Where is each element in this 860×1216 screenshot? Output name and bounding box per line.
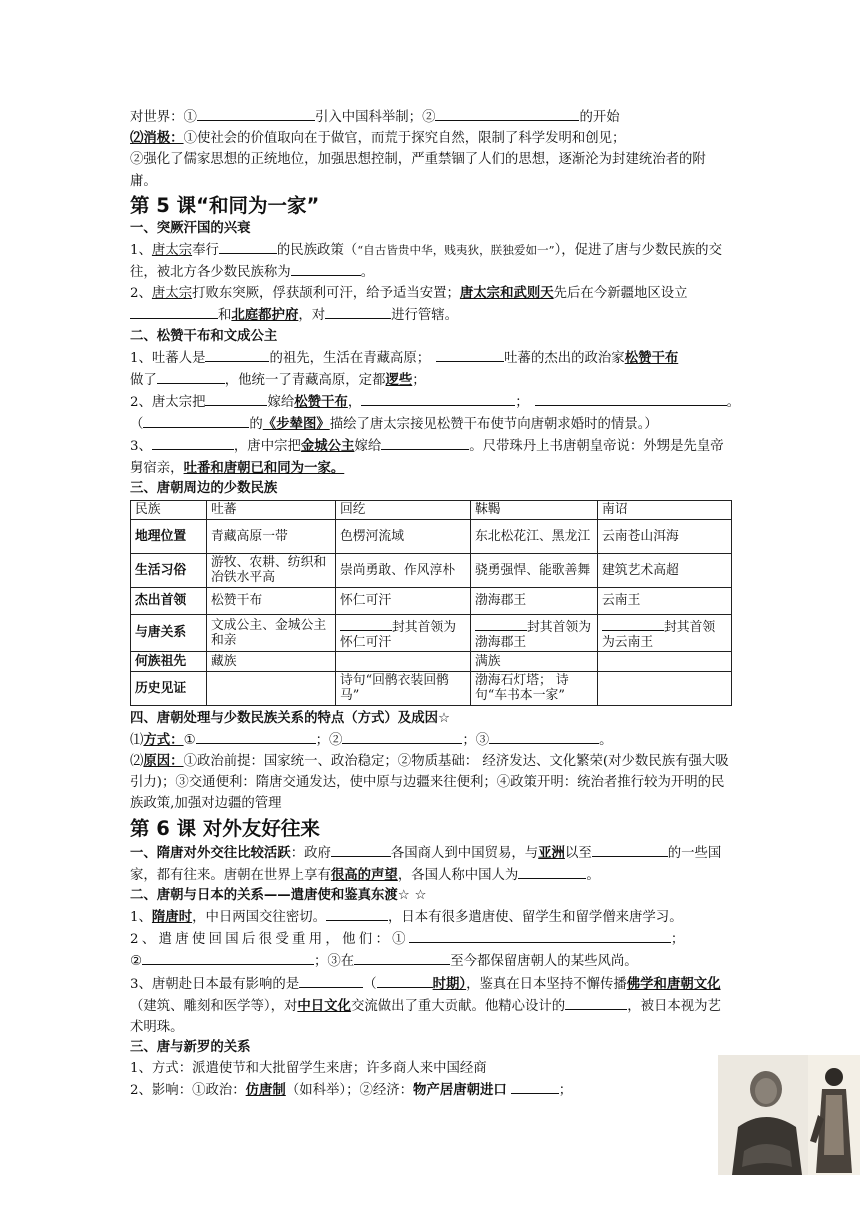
method-line: ⑴方式：① ；② ；③ 。 <box>130 729 730 751</box>
table-cell <box>598 651 732 671</box>
table-row <box>131 519 732 553</box>
table-cell: 骁勇强悍、能歌善舞 <box>471 553 598 587</box>
answer-blank[interactable] <box>325 304 391 319</box>
row-label: 何族祖先 <box>131 651 207 671</box>
keyword: 方式： <box>143 731 184 748</box>
answer-blank[interactable] <box>331 842 391 857</box>
paragraph-japan-1: 1、隋唐时，中日两国交往密切。 ，日本有很多遣唐使、留学生和留学僧来唐学习。 <box>130 906 730 928</box>
paragraph-foreign-relations: 一、隋唐对外交往比较活跃：政府 各国商人到中国贸易，与亚洲以至 的一些国家，都有往来。唐朝在世界上享有很高的声望，各国人称中国人为 。 <box>130 842 730 886</box>
negative-label: ⑵消极： <box>130 130 184 147</box>
paragraph-japan-2b: ② ；③在 至今都保留唐朝人的某些风尚。 <box>130 950 730 972</box>
answer-blank[interactable] <box>326 906 388 921</box>
negative-line <box>130 128 730 149</box>
table-cell: 封其首领为怀仁可汗 <box>336 614 471 651</box>
answer-blank[interactable] <box>342 729 462 744</box>
answer-blank[interactable] <box>130 304 218 319</box>
table-header: 回纥 <box>336 500 471 519</box>
document-page <box>130 106 740 1102</box>
answer-blank[interactable] <box>205 391 267 406</box>
row-label: 与唐关系 <box>131 614 207 651</box>
table-cell: 云南王 <box>598 587 732 614</box>
keyword: 逻些 <box>385 371 413 388</box>
paragraph-jianzhen: 3、唐朝赴日本最有影响的是 （ 时期），鉴真在日本坚持不懈传播佛学和唐朝文化（建筑、雕刻和医学等），对中日文化交流做出了重大贡献。他精心设计的 ，被日本视为艺术明珠。 <box>130 973 730 1039</box>
answer-blank[interactable] <box>377 973 433 988</box>
section-heading: 四、唐朝处理与少数民族关系的特点（方式）及成因☆ <box>130 710 450 726</box>
answer-blank[interactable] <box>435 106 579 121</box>
keyword: 《步辇图》 <box>262 416 330 433</box>
jianzhen-photo <box>718 1055 860 1175</box>
table-cell: 游牧、农耕、纺织和冶铁水平高 <box>207 553 336 587</box>
answer-blank[interactable] <box>143 413 249 428</box>
keyword: 很高的声望 <box>330 866 398 883</box>
table-cell <box>598 671 732 705</box>
lesson-5-title: 第 5 课“和同为一家” <box>130 193 320 217</box>
row-label: 生活习俗 <box>131 553 207 587</box>
table-cell <box>336 651 471 671</box>
photo-illustration <box>718 1055 860 1175</box>
section-heading: 三、唐与新罗的关系 <box>130 1040 251 1056</box>
answer-blank[interactable] <box>354 950 450 965</box>
table-cell: 封其首领为云南王 <box>598 614 732 651</box>
table-row <box>131 651 732 671</box>
table-cell: 色楞河流域 <box>336 519 471 553</box>
answer-blank[interactable] <box>489 729 599 744</box>
answer-blank[interactable] <box>197 106 315 121</box>
paragraph-marriage: 2、唐太宗把 嫁给松赞干布， ； 。 <box>130 391 730 413</box>
paragraph-painting: （ 的《步辇图》描绘了唐太宗接见松赞干布使节向唐朝求婚时的情景。） <box>130 413 730 435</box>
row-label: 地理位置 <box>131 519 207 553</box>
table-cell: 满族 <box>471 651 598 671</box>
answer-blank[interactable] <box>196 729 316 744</box>
row-label: 历史见证 <box>131 671 207 705</box>
keyword: 佛学和唐朝文化 <box>626 975 721 992</box>
table-cell: 渤海郡王 <box>471 587 598 614</box>
answer-blank[interactable] <box>518 864 586 879</box>
answer-blank[interactable] <box>299 973 363 988</box>
table-cell: 怀仁可汗 <box>336 587 471 614</box>
keyword: 物产居唐朝进口 <box>413 1082 507 1099</box>
table-cell: 诗句“回鹘衣装回鹘马” <box>336 671 471 705</box>
text: ①使社会的价值取向在于做官，而荒于探究自然，限制了科学发明和创见； <box>183 131 626 147</box>
text: 引入中国科举制；② <box>314 110 436 125</box>
paragraph-silla-1: 1、方式：派遣使节和大批留学生来唐；许多商人来中国经商 <box>130 1061 487 1077</box>
answer-blank[interactable] <box>436 347 504 362</box>
table-cell: 云南苍山洱海 <box>598 519 732 553</box>
paragraph-silla-2: 2、影响：①政治：仿唐制（如科举）；②经济：物产居唐朝进口 ； <box>130 1079 730 1101</box>
keyword: 仿唐制 <box>245 1082 286 1099</box>
table-header: 吐蕃 <box>207 500 336 519</box>
keyword: 吐番和唐朝已和同为一家。 <box>183 459 345 476</box>
answer-blank[interactable] <box>535 391 727 406</box>
answer-blank[interactable] <box>381 435 469 450</box>
answer-blank[interactable] <box>475 616 527 631</box>
paragraph-tubo: 1、吐蕃人是 的祖先，生活在青藏高原； 吐蕃的杰出的政治家松赞干布 <box>130 347 730 369</box>
lesson-6-title: 第 6 课 对外友好往来 <box>130 816 320 840</box>
keyword: 唐太宗和武则天 <box>459 285 554 302</box>
keyword: 原因： <box>143 753 184 770</box>
table-cell: 文成公主、金城公主和亲 <box>207 614 336 651</box>
section-heading: 三、唐朝周边的少数民族 <box>130 480 278 496</box>
answer-blank[interactable] <box>219 239 277 254</box>
keyword: 时期） <box>432 975 467 992</box>
keyword: 松赞干布 <box>294 394 348 411</box>
table-cell: 建筑艺术高超 <box>598 553 732 587</box>
table-cell: 东北松花江、黑龙江 <box>471 519 598 553</box>
table-row <box>131 553 732 587</box>
answer-blank[interactable] <box>152 435 234 450</box>
paragraph-jincheng: 3、 ，唐中宗把金城公主嫁给 。尺带珠丹上书唐朝皇帝说：外甥是先皇帝舅宿亲，吐番和唐朝已和同为一家。 <box>130 435 730 478</box>
keyword: 亚洲 <box>538 844 565 861</box>
keyword: 唐太宗 <box>151 242 193 258</box>
keyword: 唐太宗 <box>151 286 193 302</box>
keyword: 松赞干布 <box>624 349 679 366</box>
section-heading: 二、唐朝与日本的关系——遣唐使和鉴真东渡☆ ☆ <box>130 888 427 904</box>
table-header-row <box>131 500 732 519</box>
paragraph-tubo-2: 做了 ，他统一了青藏高原，定都逻些； <box>130 369 730 391</box>
table-cell: 渤海石灯塔； 诗句“车书本一家” <box>471 671 598 705</box>
section-heading: 一、突厥汗国的兴衰 <box>130 220 251 236</box>
table-row <box>131 587 732 614</box>
negative-line-2: ②强化了儒家思想的正统地位，加强思想控制，严重禁锢了人们的思想，逐渐沦为封建统治者的附庸。 <box>130 152 706 189</box>
paragraph-japan-2: 2、遣唐使回国后很受重用，他们：① ； <box>130 928 730 950</box>
answer-blank[interactable] <box>205 347 269 362</box>
answer-blank[interactable] <box>157 369 225 384</box>
answer-blank[interactable] <box>592 842 668 857</box>
table-row <box>131 614 732 651</box>
table-cell: 崇尚勇敢、作风淳朴 <box>336 553 471 587</box>
table-header: 南诏 <box>598 500 732 519</box>
answer-blank[interactable] <box>142 950 314 965</box>
answer-blank[interactable] <box>361 391 515 406</box>
ethnic-table <box>130 500 732 706</box>
table-cell: 封其首领为渤海郡王 <box>471 614 598 651</box>
table-header: 靺鞨 <box>471 500 598 519</box>
keyword: 金城公主 <box>300 438 355 455</box>
answer-blank[interactable] <box>291 261 361 276</box>
keyword: 北庭都护府 <box>231 307 299 324</box>
keyword: 隋唐时 <box>151 909 193 926</box>
text: 对世界：① <box>130 110 197 125</box>
table-header: 民族 <box>131 500 207 519</box>
section-heading: 二、松赞干布和文成公主 <box>130 328 278 344</box>
answer-blank[interactable] <box>511 1079 559 1094</box>
row-label: 杰出首领 <box>131 587 207 614</box>
table-cell: 松赞干布 <box>207 587 336 614</box>
keyword: 中日文化 <box>297 997 351 1014</box>
answer-blank[interactable] <box>602 616 664 631</box>
table-cell: 藏族 <box>207 651 336 671</box>
answer-blank[interactable] <box>409 928 671 943</box>
table-row <box>131 671 732 705</box>
answer-blank[interactable] <box>340 616 392 631</box>
table-cell <box>207 671 336 705</box>
world-impact-line <box>130 106 730 128</box>
paragraph-policy: 1、唐太宗奉行 的民族政策（“自古皆贵中华，贱夷狄，朕独爱如一”），促进了唐与少数民族的交往，被北方各少数民族称为 。 <box>130 239 730 283</box>
paragraph-turks: 2、唐太宗打败东突厥，俘获颉利可汗，给予适当安置；唐太宗和武则天先后在今新疆地区设立和北庭都护府，对 进行管辖。 <box>130 285 688 324</box>
section-heading: 一、隋唐对外交往比较活跃 <box>130 845 291 861</box>
answer-blank[interactable] <box>565 995 627 1010</box>
reason-paragraph: ⑵原因：①政治前提：国家统一、政治稳定；②物质基础： 经济发达、文化繁荣(对少数民族有强大吸引力)；③交通便利：隋唐交通发达，使中原与边疆来往便利；④政策开明：统治者推行较为开明的民族政策,加强对边疆的管理 <box>130 753 729 812</box>
table-cell: 青藏高原一带 <box>207 519 336 553</box>
quote: “自古皆贵中华，贱夷狄，朕独爱如一” <box>357 242 555 257</box>
text: 的开始 <box>579 110 620 125</box>
